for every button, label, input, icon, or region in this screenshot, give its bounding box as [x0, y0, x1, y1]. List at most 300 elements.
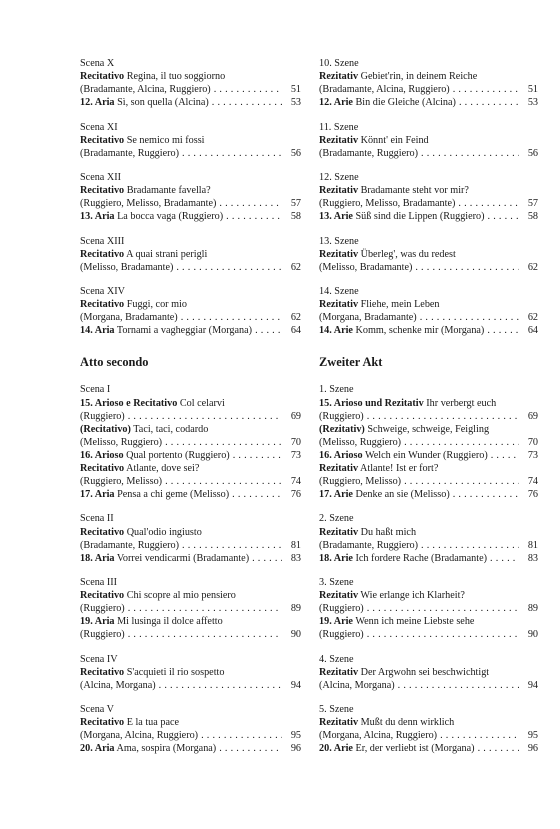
entry-text: (Ruggiero): [319, 629, 364, 641]
toc-entry: [80, 628, 301, 641]
entry-number-type: Rezitativ: [319, 463, 359, 474]
entry-text: Ich fordere Rache (Bradamante): [352, 552, 488, 564]
toc-entry: [319, 397, 538, 410]
entry-text: (Ruggiero): [319, 410, 364, 422]
page-number: 90: [290, 629, 301, 641]
scene-section: [319, 121, 538, 160]
entry-number-type: Rezitativ: [319, 717, 359, 729]
toc-entry: [319, 83, 538, 96]
entry-number-type: 13. Aria: [80, 211, 115, 223]
entry-text: Du haßt mich: [358, 526, 417, 538]
entry-title: [80, 311, 178, 324]
entry-title: [80, 436, 162, 449]
entry-title: [319, 298, 440, 311]
dot-leader: [490, 552, 519, 565]
dot-leader: [165, 475, 282, 488]
dot-leader: [176, 261, 282, 274]
entry-text: Mußt du denn wirklich: [358, 717, 455, 729]
entry-text: Schweige, schweige, Feigling: [364, 423, 490, 435]
toc-entry: [319, 311, 538, 324]
toc-entry: [80, 57, 301, 70]
entry-text: (Ruggiero, Melisso, Bradamante): [319, 198, 456, 210]
entry-number-type: Rezitativ: [319, 134, 359, 146]
entry-text: Regina, il tuo soggiorno: [124, 71, 226, 83]
entry-title: [80, 383, 110, 396]
scene-section: [319, 703, 538, 755]
entry-title: [319, 57, 359, 70]
toc-entry: [80, 488, 301, 501]
entry-text: Süß sind die Lippen (Ruggiero): [352, 211, 485, 223]
toc-entry: [80, 324, 301, 337]
entry-title: [80, 248, 207, 261]
entry-title: [80, 184, 211, 197]
entry-title: [319, 552, 487, 565]
entry-title: [80, 628, 125, 641]
entry-title: [80, 653, 118, 666]
entry-title: [80, 475, 162, 488]
dot-leader: [415, 261, 519, 274]
entry-number-type: 20. Aria: [80, 743, 115, 755]
entry-number-type: 15. Arioso und Rezitativ: [319, 397, 424, 409]
toc-entry: [319, 324, 538, 337]
entry-text: Tornami a vagheggiar (Morgana): [114, 325, 253, 337]
entry-text: Komm, schenke mir (Morgana): [352, 325, 485, 337]
page-number: 95: [527, 730, 538, 742]
entry-text: Scena IV: [80, 653, 118, 665]
entry-number-type: Recitativo: [80, 463, 125, 474]
entry-number-type: Recitativo: [80, 526, 125, 538]
entry-title: [319, 539, 418, 552]
dot-leader: [181, 311, 282, 324]
page-number: 62: [290, 261, 301, 273]
entry-text: (Melisso, Bradamante): [319, 261, 413, 273]
toc-entry: [319, 147, 538, 160]
dot-leader: [421, 539, 519, 552]
entry-text: (Bradamante, Ruggiero): [80, 147, 180, 159]
dot-leader: [201, 729, 282, 742]
dot-leader: [453, 83, 519, 96]
entry-text: (Alcina, Morgana): [319, 679, 395, 691]
entry-title: [319, 526, 416, 539]
entry-text: Taci, taci, codardo: [130, 423, 209, 435]
entry-text: Qual'odio ingiusto: [124, 526, 202, 538]
toc-entry: [319, 285, 538, 298]
page-number: 89: [527, 603, 538, 615]
toc-entry: [80, 716, 301, 729]
toc-entry: [80, 423, 301, 436]
entry-text: Wenn ich meine Liebste sehe: [352, 616, 475, 628]
scene-section: [319, 57, 538, 109]
entry-text: (Bradamante, Alcina, Ruggiero): [80, 84, 211, 96]
entry-number-type: Recitativo: [80, 71, 125, 83]
toc-entry: [80, 134, 301, 147]
entry-title: [319, 184, 469, 197]
entry-text: Bin die Gleiche (Alcina): [352, 97, 456, 109]
entry-text: (Bradamante, Ruggiero): [319, 539, 419, 551]
entry-text: (Melisso, Ruggiero): [319, 436, 402, 448]
entry-text: (Morgana, Bradamante): [319, 312, 417, 324]
page-number: 73: [290, 449, 301, 461]
toc-entry: [80, 539, 301, 552]
toc-entry: [80, 197, 301, 210]
scene-section: [319, 512, 538, 564]
entry-title: [80, 70, 225, 83]
entry-number-type: 18. Arie: [319, 552, 353, 564]
act-heading: Atto secondo: [80, 355, 149, 370]
toc-entry: [319, 653, 538, 666]
entry-title: [319, 423, 489, 436]
entry-text: 10. Szene: [319, 58, 359, 69]
page-number: 70: [290, 436, 301, 448]
page-number: 69: [290, 410, 301, 422]
page-number: 57: [290, 198, 301, 210]
entry-text: Se nemico mi fossi: [124, 134, 205, 146]
entry-title: [80, 171, 121, 184]
page-number: 81: [290, 539, 301, 551]
entry-title: [80, 552, 249, 565]
dot-leader: [459, 96, 519, 109]
entry-text: (Bradamante, Alcina, Ruggiero): [319, 84, 450, 96]
entry-title: [319, 70, 477, 83]
entry-title: [80, 298, 187, 311]
entry-title: [80, 576, 117, 589]
entry-title: [319, 397, 496, 410]
toc-entry: [80, 703, 301, 716]
scene-section: [80, 512, 301, 564]
entry-title: [80, 602, 125, 615]
page-number: 53: [527, 97, 538, 109]
toc-entry: [80, 589, 301, 602]
entry-title: [80, 462, 199, 475]
toc-entry: [80, 248, 301, 261]
entry-number-type: Recitativo: [80, 185, 125, 197]
entry-title: [319, 324, 484, 337]
entry-text: 4. Szene: [319, 653, 354, 665]
dot-leader: [128, 410, 282, 423]
scene-section: [80, 121, 301, 160]
entry-title: [80, 729, 198, 742]
entry-title: [80, 210, 223, 223]
entry-title: [80, 147, 179, 160]
entry-title: [80, 449, 230, 462]
entry-text: Scena II: [80, 513, 114, 525]
dot-leader: [421, 147, 519, 160]
toc-entry: [80, 235, 301, 248]
page-number: 69: [527, 410, 538, 422]
page-number: 83: [527, 552, 538, 564]
dot-leader: [165, 436, 282, 449]
entry-title: [80, 83, 211, 96]
entry-text: (Bradamante, Ruggiero): [319, 147, 419, 159]
toc-entry: [80, 83, 301, 96]
entry-text: (Melisso, Bradamante): [80, 261, 174, 273]
entry-number-type: 17. Arie: [319, 489, 353, 501]
toc-entry: [80, 121, 301, 134]
entry-title: [319, 742, 475, 755]
entry-text: 14. Szene: [319, 286, 359, 298]
page-number: 53: [290, 97, 301, 109]
entry-title: [319, 602, 364, 615]
entry-text: Scena XII: [80, 172, 122, 184]
entry-title: [80, 410, 125, 423]
page-number: 58: [527, 211, 538, 223]
entry-text: (Morgana, Bradamante): [80, 312, 178, 324]
entry-number-type: 20. Arie: [319, 743, 353, 755]
dot-leader: [214, 83, 282, 96]
page-number: 73: [527, 449, 538, 461]
toc-entry: [80, 147, 301, 160]
dot-leader: [478, 742, 519, 755]
toc-entry: [319, 742, 538, 755]
toc-entry: [80, 285, 301, 298]
toc-entry: [319, 512, 538, 525]
dot-leader: [404, 475, 519, 488]
page-number: 51: [527, 84, 538, 96]
entry-text: Gebiet'rin, in deinem Reiche: [358, 71, 478, 83]
entry-title: [319, 729, 437, 742]
toc-entry: [319, 423, 538, 436]
entry-text: 1. Szene: [319, 384, 354, 396]
dot-leader: [128, 628, 282, 641]
scene-section: [80, 383, 301, 501]
scene-section: [80, 653, 301, 692]
toc-entry: [80, 576, 301, 589]
dot-leader: [233, 449, 282, 462]
entry-text: Scena V: [80, 704, 115, 716]
toc-entry: [80, 475, 301, 488]
entry-title: [319, 285, 359, 298]
dot-leader: [159, 679, 282, 692]
entry-title: [80, 96, 209, 109]
dot-leader: [367, 602, 519, 615]
toc-entry: [319, 539, 538, 552]
entry-number-type: 19. Aria: [80, 616, 115, 628]
scene-section: [319, 235, 538, 274]
toc-entry: [80, 526, 301, 539]
entry-number-type: 16. Arioso: [319, 449, 363, 461]
toc-entry: [319, 134, 538, 147]
scene-section: [319, 285, 538, 337]
toc-entry: [319, 475, 538, 488]
entry-text: (Ruggiero, Melisso): [80, 476, 163, 488]
dot-leader: [182, 539, 282, 552]
entry-text: Scena X: [80, 58, 115, 69]
entry-text: Scena III: [80, 577, 118, 589]
toc-entry: [319, 436, 538, 449]
entry-text: Wie erlange ich Klarheit?: [358, 590, 465, 602]
entry-title: [319, 653, 354, 666]
entry-title: [319, 261, 412, 274]
entry-text: 5. Szene: [319, 704, 354, 716]
dot-leader: [488, 210, 519, 223]
entry-title: [319, 235, 359, 248]
entry-text: Atlante, dove sei?: [124, 463, 200, 474]
entry-title: [80, 589, 236, 602]
entry-title: [80, 679, 156, 692]
toc-entry: [80, 261, 301, 274]
scene-section: [319, 653, 538, 692]
entry-text: (Ruggiero): [319, 603, 364, 615]
dot-leader: [440, 729, 519, 742]
page-number: 94: [527, 679, 538, 691]
entry-title: [80, 703, 114, 716]
entry-text: (Ruggiero, Melisso): [319, 476, 402, 488]
entry-title: [319, 488, 450, 501]
toc-entry: [319, 462, 538, 475]
entry-number-type: Recitativo: [80, 666, 125, 678]
entry-number-type: 18. Aria: [80, 552, 115, 564]
entry-text: Der Argwohn sei beschwichtigt: [358, 666, 490, 678]
entry-number-type: Rezitativ: [319, 248, 359, 260]
entry-title: [80, 539, 179, 552]
entry-text: 13. Szene: [319, 235, 359, 247]
toc-entry: [80, 742, 301, 755]
toc-entry: [80, 311, 301, 324]
dot-leader: [255, 324, 282, 337]
entry-text: Könnt' ein Feind: [358, 134, 429, 146]
entry-title: [319, 615, 474, 628]
page-number: 74: [290, 476, 301, 488]
entry-number-type: Recitativo: [80, 590, 125, 602]
entry-text: Fliehe, mein Leben: [358, 299, 440, 311]
entry-title: [80, 526, 202, 539]
page-number: 51: [290, 84, 301, 96]
toc-entry: [319, 383, 538, 396]
entry-title: [80, 261, 173, 274]
entry-title: [319, 197, 455, 210]
entry-text: (Ruggiero): [80, 410, 125, 422]
entry-title: [319, 121, 358, 134]
entry-title: [319, 248, 456, 261]
toc-entry: [80, 184, 301, 197]
entry-title: [319, 462, 438, 475]
entry-title: [319, 147, 418, 160]
entry-text: 11. Szene: [319, 121, 359, 133]
toc-entry: [80, 397, 301, 410]
entry-text: Sì, son quella (Alcina): [114, 97, 209, 109]
page-number: 62: [290, 312, 301, 324]
entry-number-type: Recitativo: [80, 248, 125, 260]
entry-title: [319, 512, 354, 525]
entry-number-type: 13. Arie: [319, 211, 353, 223]
entry-text: Er, der verliebt ist (Morgana): [352, 743, 475, 755]
entry-text: 12. Szene: [319, 172, 359, 184]
entry-text: 3. Szene: [319, 577, 354, 589]
toc-entry: [319, 248, 538, 261]
entry-title: [80, 716, 179, 729]
toc-entry: [319, 197, 538, 210]
page-number: 96: [527, 743, 538, 755]
entry-title: [319, 311, 417, 324]
entry-text: (Morgana, Alcina, Ruggiero): [319, 730, 438, 742]
act-heading: Zweiter Akt: [319, 355, 383, 370]
entry-number-type: 14. Aria: [80, 325, 115, 337]
entry-text: E la tua pace: [124, 717, 180, 729]
entry-text: (Alcina, Morgana): [80, 679, 156, 691]
entry-title: [319, 96, 456, 109]
entry-number-type: (Recitativo): [80, 423, 131, 435]
entry-number-type: Recitativo: [80, 717, 125, 729]
dot-leader: [212, 96, 282, 109]
toc-entry: [319, 70, 538, 83]
entry-text: S'acquieti il rio sospetto: [124, 666, 225, 678]
entry-text: Col celarvi: [177, 397, 225, 409]
entry-number-type: Recitativo: [80, 299, 125, 311]
entry-text: (Ruggiero, Melisso, Bradamante): [80, 198, 217, 210]
entry-number-type: 19. Arie: [319, 616, 353, 628]
entry-text: Scena XIV: [80, 286, 125, 298]
toc-entry: [80, 436, 301, 449]
entry-title: [319, 83, 450, 96]
page-number: 56: [290, 147, 301, 159]
scene-section: [319, 576, 538, 641]
scene-section: [80, 171, 301, 223]
dot-leader: [491, 449, 519, 462]
toc-entry: [319, 552, 538, 565]
toc-entry: [319, 576, 538, 589]
entry-title: [80, 57, 114, 70]
toc-entry: [319, 729, 538, 742]
entry-title: [80, 397, 225, 410]
entry-number-type: Recitativo: [80, 134, 125, 146]
entry-title: [319, 410, 364, 423]
entry-text: Atlante! Ist er fort?: [358, 463, 439, 474]
entry-title: [80, 423, 208, 436]
entry-title: [319, 449, 488, 462]
toc-entry: [319, 449, 538, 462]
entry-title: [319, 436, 401, 449]
toc-entry: [80, 666, 301, 679]
entry-title: [80, 134, 205, 147]
dot-leader: [252, 552, 282, 565]
page-number: 96: [290, 743, 301, 755]
toc-entry: [80, 653, 301, 666]
dot-leader: [232, 488, 282, 501]
entry-title: [319, 589, 465, 602]
entry-number-type: Rezitativ: [319, 71, 359, 83]
entry-number-type: Rezitativ: [319, 299, 359, 311]
page-number: 89: [290, 603, 301, 615]
dot-leader: [367, 628, 519, 641]
scene-section: [80, 703, 301, 755]
entry-text: Bradamante favella?: [124, 185, 211, 197]
entry-title: [80, 512, 114, 525]
toc-entry: [80, 729, 301, 742]
toc-entry: [80, 602, 301, 615]
toc-entry: [319, 410, 538, 423]
toc-entry: [80, 410, 301, 423]
dot-leader: [219, 197, 282, 210]
toc-entry: [319, 716, 538, 729]
toc-entry: [319, 96, 538, 109]
entry-title: [80, 742, 216, 755]
entry-number-type: Rezitativ: [319, 666, 359, 678]
toc-entry: [80, 462, 301, 475]
dot-leader: [487, 324, 519, 337]
entry-text: (Melisso, Ruggiero): [80, 436, 163, 448]
entry-number-type: 12. Aria: [80, 97, 115, 109]
dot-leader: [128, 602, 282, 615]
toc-entry: [319, 628, 538, 641]
entry-text: Welch ein Wunder (Ruggiero): [362, 449, 488, 461]
dot-leader: [219, 742, 282, 755]
entry-number-type: (Rezitativ): [319, 423, 365, 435]
entry-title: [319, 134, 429, 147]
entry-text: Pensa a chi geme (Melisso): [114, 489, 230, 501]
toc-entry: [319, 589, 538, 602]
toc-entry: [319, 261, 538, 274]
page-number: 56: [527, 147, 538, 159]
